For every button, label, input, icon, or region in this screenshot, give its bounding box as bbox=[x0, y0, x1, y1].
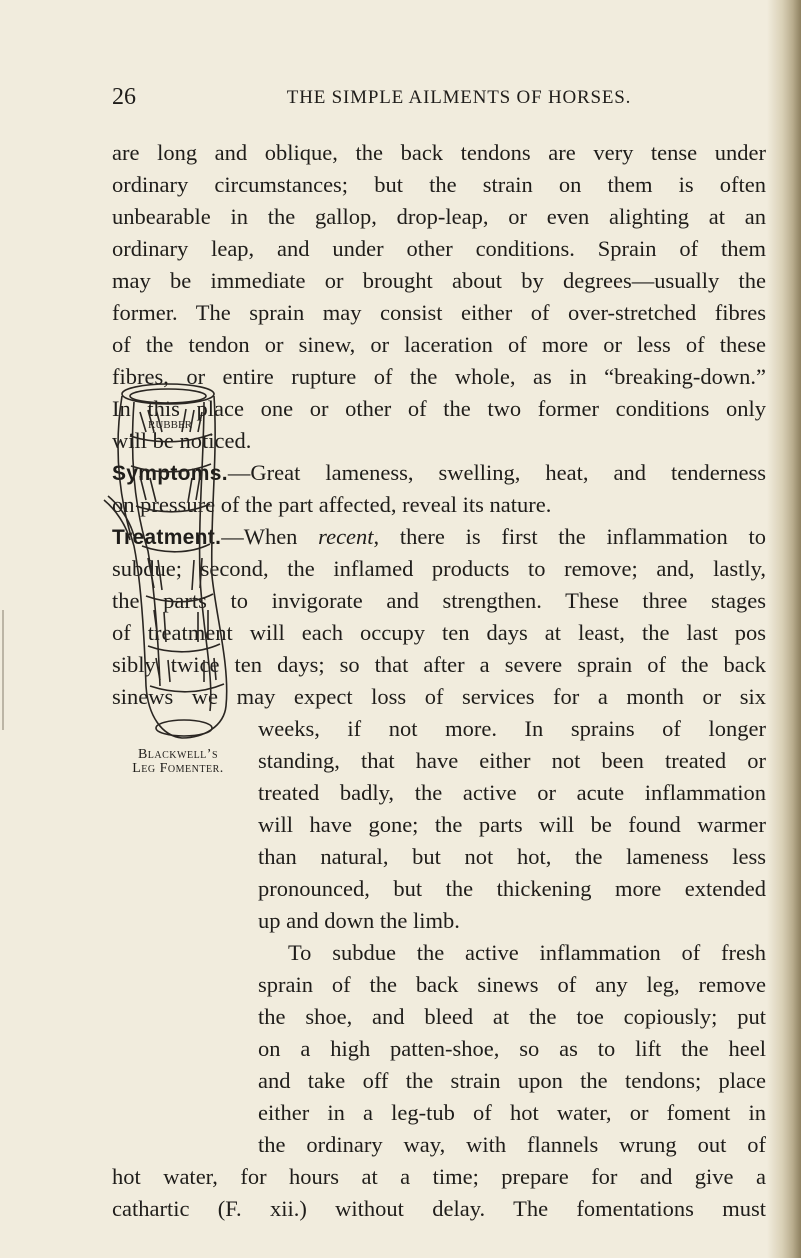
stitched-label: RUBBER bbox=[147, 419, 193, 431]
text-line: ordinary leap, and under other conditions. Sprain of them bbox=[112, 236, 766, 261]
margin-mark bbox=[2, 610, 4, 730]
text-line: will be noticed. bbox=[112, 428, 252, 453]
page-number: 26 bbox=[112, 84, 136, 110]
text-line: weeks, if not more. In sprains of longer bbox=[258, 716, 766, 741]
text-fragment: —When bbox=[221, 524, 319, 549]
leg-fomenter-illustration bbox=[100, 376, 250, 748]
text-line: up and down the limb. bbox=[258, 908, 460, 933]
text-line: former. The sprain may consist either of over-stretched fibres bbox=[112, 300, 766, 325]
caption-line-2: Leg Fomenter. bbox=[132, 761, 224, 776]
text-fragment: —Great lameness, swelling, heat, and tenderness bbox=[227, 460, 766, 485]
text-line: fibres, or entire rupture of the whole, as in “breaking-down.” bbox=[112, 364, 766, 389]
caption-line-1: Blackwell’s bbox=[137, 747, 219, 762]
text-line: of treatment will each occupy ten days at least, the last pos bbox=[112, 620, 766, 645]
symptoms-heading: Symptoms. bbox=[112, 462, 228, 485]
text-line: In this place one or other of the two former conditions only bbox=[112, 396, 766, 421]
running-title: THE SIMPLE AILMENTS OF HORSES. bbox=[286, 87, 632, 108]
figure-caption bbox=[108, 748, 248, 776]
emphasis-recent: recent bbox=[318, 524, 374, 549]
text-line: To subdue the active inflammation of fresh bbox=[288, 940, 766, 965]
text-line: on a high patten-shoe, so as to lift the heel bbox=[258, 1036, 766, 1061]
text-line: and take off the strain upon the tendons; place bbox=[258, 1068, 766, 1093]
text-line: are long and oblique, the back tendons are very tense under bbox=[112, 140, 766, 165]
text-line: hot water, for hours at a time; prepare for and give a bbox=[112, 1164, 766, 1189]
text-line: standing, that have either not been treated or bbox=[258, 748, 766, 773]
treatment-heading: Treatment. bbox=[112, 526, 222, 549]
text-line: the shoe, and bleed at the toe copiously; put bbox=[258, 1004, 766, 1029]
text-fragment: , there is first the inflammation to bbox=[373, 524, 766, 549]
text-line: cathartic (F. xii.) without delay. The fomentations must bbox=[112, 1196, 766, 1221]
text-line: than natural, but not hot, the lameness less bbox=[258, 844, 766, 869]
text-line: unbearable in the gallop, drop-leap, or even alighting at an bbox=[112, 204, 766, 229]
text-line: pronounced, but the thickening more extended bbox=[258, 876, 766, 901]
text-line: subdue; second, the inflamed products to remove; and, lastly, bbox=[112, 556, 766, 581]
text-line: sibly twice ten days; so that after a severe sprain of the back bbox=[112, 652, 766, 677]
text-line: ordinary circumstances; but the strain on them is often bbox=[112, 172, 766, 197]
page-edge-shadow bbox=[767, 0, 801, 1258]
text-line: the ordinary way, with flannels wrung out of bbox=[258, 1132, 766, 1157]
text-line: will have gone; the parts will be found warmer bbox=[258, 812, 766, 837]
text-line: treated badly, the active or acute inflammation bbox=[258, 780, 766, 805]
text-line: sprain of the back sinews of any leg, remove bbox=[258, 972, 766, 997]
text-line: either in a leg-tub of hot water, or foment in bbox=[258, 1100, 766, 1125]
text-line: may be immediate or brought about by degrees—usually the bbox=[112, 268, 766, 293]
text-line: the parts to invigorate and strengthen. These three stages bbox=[112, 588, 766, 613]
text-line: of the tendon or sinew, or laceration of more or less of these bbox=[112, 332, 766, 357]
text-line: sinews we may expect loss of services for a month or six bbox=[112, 684, 766, 709]
page-header bbox=[112, 84, 766, 114]
text-line: on pressure of the part affected, reveal its nature. bbox=[112, 492, 552, 517]
